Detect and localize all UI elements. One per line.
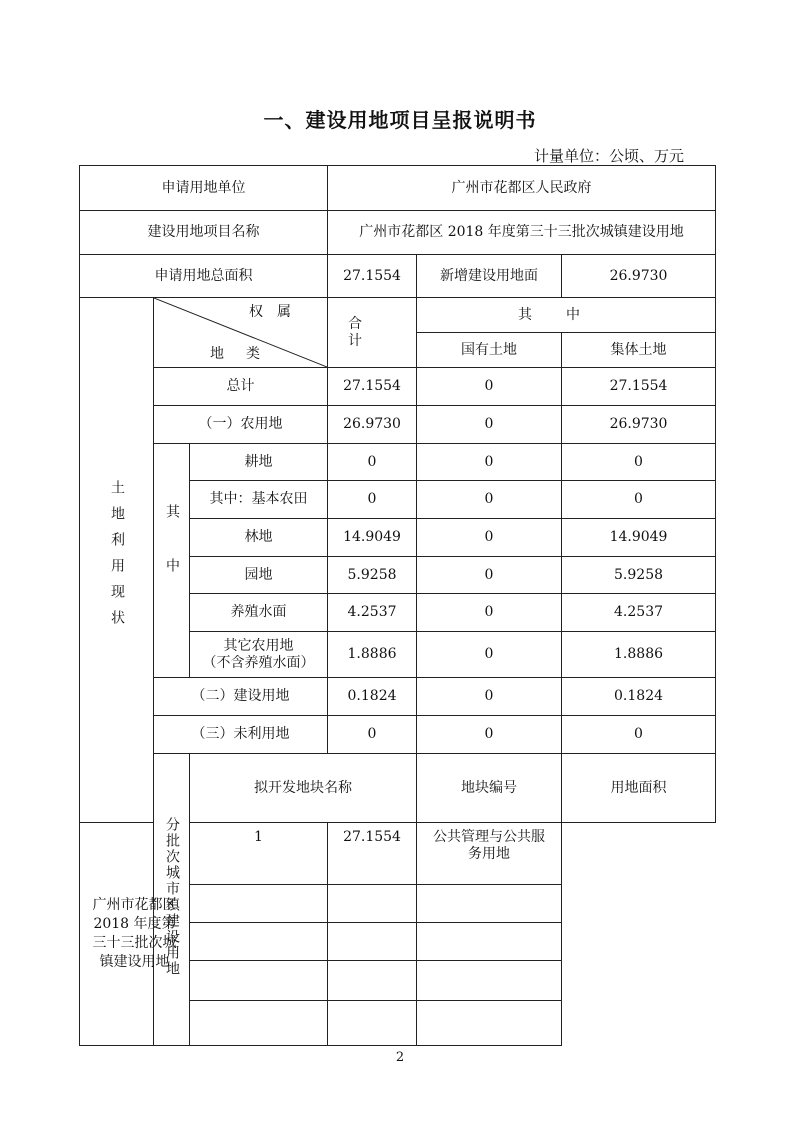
batch-side-text: 分批次城市镇建设用地 [164, 817, 180, 977]
row-state: 0 [417, 519, 562, 557]
applicant-label: 申请用地单位 [80, 166, 328, 211]
batch-use: 公共管理与公共服务用地 [417, 823, 562, 885]
new-area-value: 26.9730 [562, 255, 716, 298]
row-state: 0 [417, 678, 562, 716]
row-collective: 27.1554 [562, 368, 716, 406]
row-collective: 0 [562, 716, 716, 754]
page-number: 2 [395, 1050, 405, 1065]
batch-name: 广州市花都区 2018 年度第三十三批次城镇建设用地 [80, 823, 190, 1046]
row-label-line-1: 其它农用地 [223, 637, 294, 654]
header-total: 合计 [328, 298, 417, 368]
row-state: 0 [417, 444, 562, 481]
landuse-side-label [80, 298, 154, 823]
row-state: 0 [417, 406, 562, 444]
row-state: 0 [417, 716, 562, 754]
row-sum: 14.9049 [328, 519, 417, 557]
page-title: 一、建设用地项目呈报说明书 [263, 108, 537, 132]
row-sum: 26.9730 [328, 406, 417, 444]
row-label: （二）建设用地 [154, 678, 328, 716]
row-sum: 27.1554 [328, 368, 417, 406]
row-sum: 5.9258 [328, 557, 417, 594]
row-state: 0 [417, 481, 562, 519]
applicant-value: 广州市花都区人民政府 [328, 166, 716, 211]
row-label: 耕地 [190, 444, 328, 481]
row-sum: 0.1824 [328, 678, 417, 716]
batch-header-row [80, 754, 716, 823]
row-state: 0 [417, 368, 562, 406]
applicant-row [80, 166, 716, 211]
table-row [80, 368, 716, 406]
row-collective: 0 [562, 481, 716, 519]
row-state: 0 [417, 632, 562, 678]
header-ownership: 权属 [249, 304, 306, 320]
header-category: 地类 [210, 346, 282, 362]
row-collective: 26.9730 [562, 406, 716, 444]
row-sum: 4.2537 [328, 594, 417, 632]
row-label: （一）农用地 [154, 406, 328, 444]
table-row [80, 406, 716, 444]
row-sum: 0 [328, 716, 417, 754]
row-sum: 0 [328, 444, 417, 481]
row-label: 养殖水面 [190, 594, 328, 632]
project-name-row [80, 211, 716, 255]
batch-header-number: 地块编号 [417, 754, 562, 823]
batch-header-name: 拟开发地块名称 [190, 754, 417, 823]
batch-header-area: 用地面积 [562, 754, 716, 823]
batch-area: 27.1554 [328, 823, 417, 885]
row-label: 林地 [190, 519, 328, 557]
project-report-table [79, 165, 716, 1046]
row-label [190, 632, 328, 678]
header-collective-land: 集体土地 [562, 333, 716, 368]
landuse-side-text: 土地利用现状 [109, 479, 125, 636]
header-state-land: 国有土地 [417, 333, 562, 368]
batch-number: 1 [190, 823, 328, 885]
row-label: 总计 [154, 368, 328, 406]
project-name-value: 广州市花都区 2018 年度第三十三批次城镇建设用地 [328, 211, 716, 255]
row-sum: 1.8886 [328, 632, 417, 678]
project-name-label: 建设用地项目名称 [80, 211, 328, 255]
row-label: 其中：基本农田 [190, 481, 328, 519]
new-area-label: 新增建设用地面 [417, 255, 562, 298]
row-state: 0 [417, 557, 562, 594]
land-header-row-1 [80, 298, 716, 333]
agri-sub-text: 其中 [164, 504, 180, 612]
row-state: 0 [417, 594, 562, 632]
measurement-unit: 计量单位：公顷、万元 [533, 147, 684, 165]
row-label-line-2: （不含养殖水面） [202, 654, 315, 671]
row-label: （三）未利用地 [154, 716, 328, 754]
row-label: 园地 [190, 557, 328, 594]
total-area-label: 申请用地总面积 [80, 255, 328, 298]
header-diagonal-cell [154, 298, 328, 368]
header-among: 其中 [417, 298, 716, 333]
row-collective: 0 [562, 444, 716, 481]
row-collective: 5.9258 [562, 557, 716, 594]
table-row [80, 678, 716, 716]
agri-sub-label [154, 444, 190, 678]
row-collective: 0.1824 [562, 678, 716, 716]
table-row [80, 444, 716, 481]
row-sum: 0 [328, 481, 417, 519]
total-area-value: 27.1554 [328, 255, 417, 298]
row-collective: 1.8886 [562, 632, 716, 678]
total-area-row [80, 255, 716, 298]
row-collective: 4.2537 [562, 594, 716, 632]
row-collective: 14.9049 [562, 519, 716, 557]
table-row [80, 716, 716, 754]
